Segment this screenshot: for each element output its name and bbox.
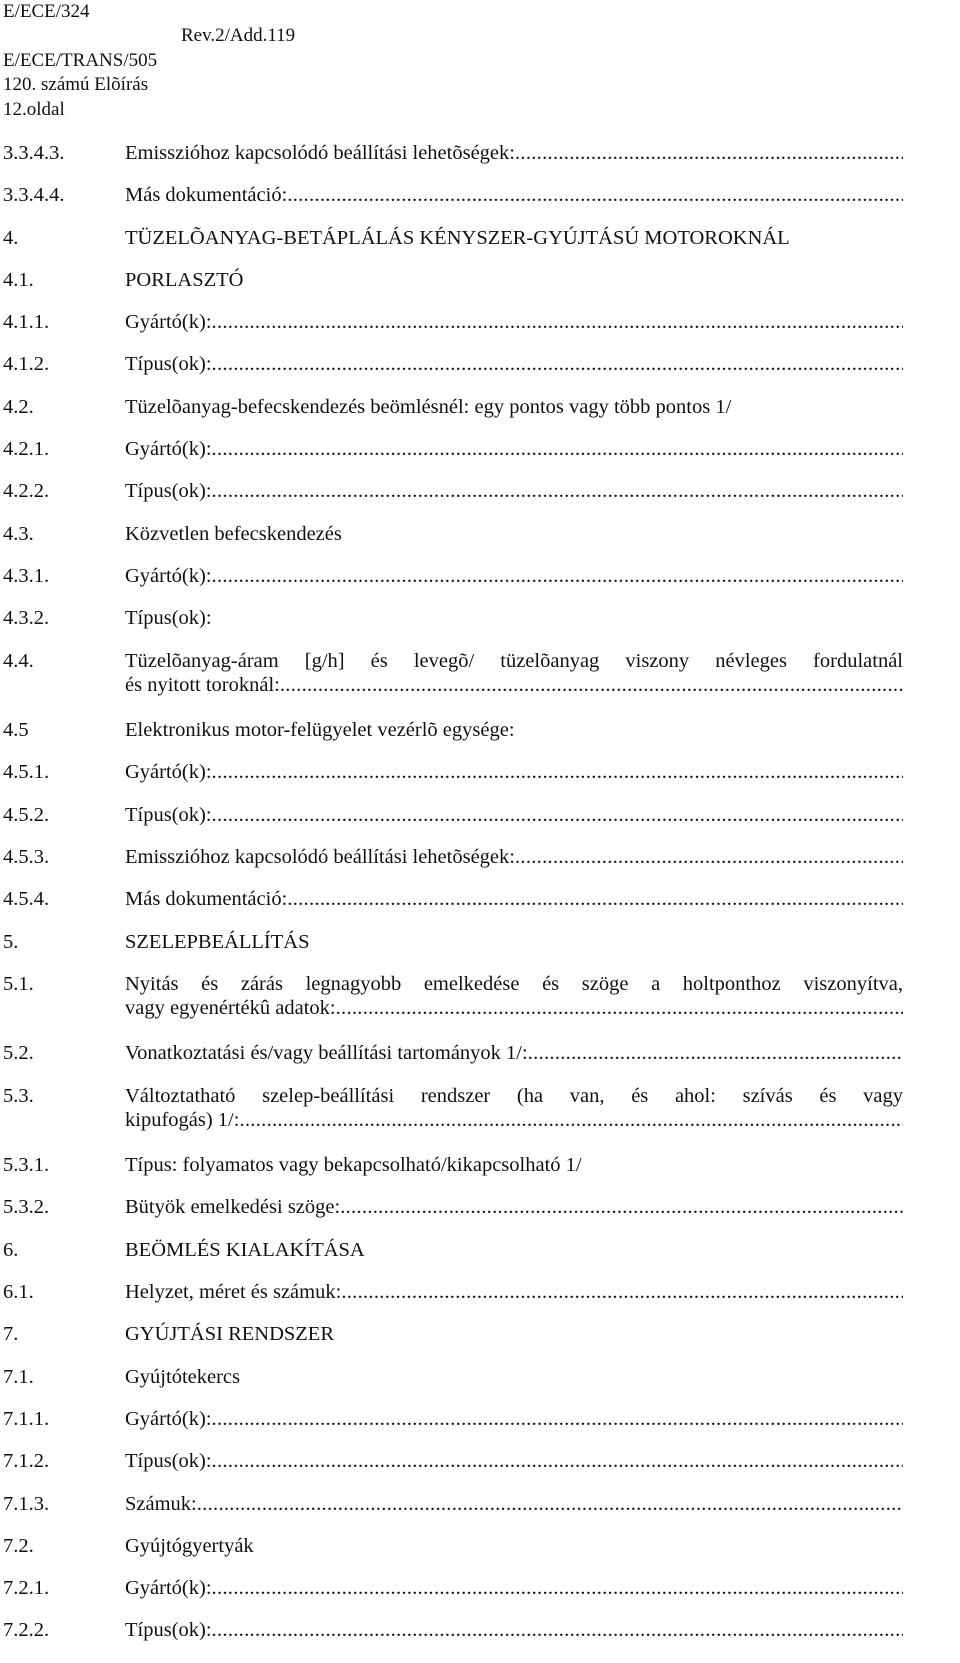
entry-body bbox=[125, 887, 903, 911]
form-entry bbox=[3, 718, 903, 742]
entry-label: vagy egyenértékû adatok: bbox=[125, 996, 336, 1019]
form-entry bbox=[3, 1407, 903, 1431]
form-entry bbox=[3, 522, 903, 546]
entry-body bbox=[125, 1534, 903, 1558]
dotted-fill-line bbox=[515, 141, 903, 165]
form-entry bbox=[3, 1084, 903, 1132]
entry-number: 7.2. bbox=[3, 1534, 34, 1557]
form-entry bbox=[3, 1449, 903, 1473]
dotted-fill-line bbox=[340, 1195, 903, 1219]
entry-number: 4.3.2. bbox=[3, 607, 50, 630]
entry-body bbox=[125, 1365, 903, 1389]
entry-text-line bbox=[125, 1618, 903, 1642]
entry-text-line bbox=[125, 1195, 903, 1219]
entry-number: 6. bbox=[3, 1238, 19, 1261]
dotted-fill-line bbox=[212, 1449, 903, 1473]
dotted-fill-line bbox=[212, 760, 903, 784]
form-entry bbox=[3, 760, 903, 784]
entry-number: 5.3.1. bbox=[3, 1154, 50, 1177]
entry-text-line bbox=[125, 673, 903, 697]
entry-label: Tüzelõanyag-befecskendezés beömlésnél: egy pontos vagy több pontos 1/ bbox=[125, 395, 732, 418]
form-entry bbox=[3, 972, 903, 1020]
entry-label: Közvetlen befecskendezés bbox=[125, 522, 342, 545]
entry-body bbox=[125, 845, 903, 869]
entry-body bbox=[125, 1238, 903, 1262]
entry-label: kipufogás) 1/: bbox=[125, 1108, 240, 1131]
header-document-symbol: E/ECE/324 bbox=[3, 1, 90, 22]
entry-number: 7.2.2. bbox=[3, 1619, 50, 1642]
entry-text-line bbox=[125, 437, 903, 461]
entry-text-line bbox=[125, 1280, 903, 1304]
entry-body bbox=[125, 564, 903, 588]
entry-text-line bbox=[125, 996, 903, 1020]
entry-label: Típus(ok): bbox=[125, 607, 212, 630]
dotted-fill-line bbox=[239, 1108, 903, 1132]
dotted-fill-line bbox=[212, 437, 903, 461]
dotted-fill-line bbox=[280, 673, 903, 697]
entry-text-line bbox=[125, 1407, 903, 1431]
form-entry bbox=[3, 1492, 903, 1516]
entry-label: SZELEPBEÁLLÍTÁS bbox=[125, 930, 310, 953]
entry-body bbox=[125, 718, 903, 742]
entry-text-line bbox=[125, 1153, 903, 1177]
dotted-fill-line bbox=[212, 1618, 903, 1642]
entry-label: Gyártó(k): bbox=[125, 311, 212, 334]
form-entry bbox=[3, 1618, 903, 1642]
entry-text-line bbox=[125, 1238, 903, 1262]
entry-label: Elektronikus motor-felügyelet vezérlõ egysége: bbox=[125, 719, 515, 742]
entry-number: 4. bbox=[3, 226, 19, 249]
entry-number: 7.2.1. bbox=[3, 1577, 50, 1600]
dotted-fill-line bbox=[197, 1492, 903, 1516]
entry-number: 7.1.3. bbox=[3, 1492, 50, 1515]
form-entry bbox=[3, 1153, 903, 1177]
entry-body bbox=[125, 1280, 903, 1304]
entry-body bbox=[125, 1195, 903, 1219]
entry-body bbox=[125, 972, 903, 1020]
entry-label: Gyártó(k): bbox=[125, 1577, 212, 1600]
entry-number: 7.1.1. bbox=[3, 1407, 50, 1430]
entry-label: és nyitott toroknál: bbox=[125, 673, 280, 696]
entry-text-line bbox=[125, 606, 903, 630]
entry-label: Típus(ok): bbox=[125, 353, 212, 376]
entry-body bbox=[125, 479, 903, 503]
form-entry bbox=[3, 1280, 903, 1304]
entry-label: Típus(ok): bbox=[125, 480, 212, 503]
header-revision: Rev.2/Add.119 bbox=[181, 25, 296, 47]
entry-text-line bbox=[125, 564, 903, 588]
entry-text-line bbox=[125, 887, 903, 911]
entry-number: 4.3. bbox=[3, 522, 34, 545]
dotted-fill-line bbox=[212, 479, 903, 503]
entry-body bbox=[125, 760, 903, 784]
entry-text-line bbox=[125, 141, 903, 165]
entry-number: 7.1.2. bbox=[3, 1450, 50, 1473]
form-entry-list bbox=[3, 141, 903, 1661]
entry-number: 3.3.4.3. bbox=[3, 142, 65, 164]
form-entry bbox=[3, 1238, 903, 1262]
form-entry bbox=[3, 183, 903, 207]
entry-number: 4.5 bbox=[3, 719, 29, 742]
form-entry bbox=[3, 395, 903, 419]
entry-body bbox=[125, 1576, 903, 1600]
entry-body bbox=[125, 183, 903, 207]
form-entry bbox=[3, 649, 903, 697]
entry-body bbox=[125, 649, 903, 697]
form-entry bbox=[3, 1576, 903, 1600]
dotted-fill-line bbox=[212, 1407, 903, 1431]
form-entry bbox=[3, 564, 903, 588]
entry-text-line bbox=[125, 226, 903, 250]
entry-body bbox=[125, 310, 903, 334]
entry-body bbox=[125, 1618, 903, 1642]
entry-body bbox=[125, 522, 903, 546]
form-entry bbox=[3, 930, 903, 954]
entry-number: 5.3.2. bbox=[3, 1196, 50, 1219]
entry-number: 7. bbox=[3, 1323, 19, 1346]
entry-body bbox=[125, 930, 903, 954]
entry-label: Más dokumentáció: bbox=[125, 888, 288, 911]
form-entry bbox=[3, 479, 903, 503]
header-page-number: 12.oldal bbox=[3, 98, 65, 120]
entry-label: Típus: folyamatos vagy bekapcsolható/kikapcsolható 1/ bbox=[125, 1154, 582, 1177]
entry-text-line bbox=[125, 1365, 903, 1389]
dotted-fill-line bbox=[341, 1280, 903, 1304]
entry-number: 3.3.4.4. bbox=[3, 184, 65, 207]
entry-text-line bbox=[125, 1492, 903, 1516]
form-entry bbox=[3, 226, 903, 250]
entry-number: 7.1. bbox=[3, 1365, 34, 1388]
entry-text-line bbox=[125, 395, 903, 419]
entry-label: TÜZELÕANYAG-BETÁPLÁLÁS KÉNYSZER-GYÚJTÁSÚ MOTOROKNÁL bbox=[125, 226, 790, 249]
entry-number: 4.5.3. bbox=[3, 845, 50, 868]
dotted-fill-line bbox=[212, 803, 903, 827]
dotted-fill-line bbox=[336, 996, 903, 1020]
entry-body bbox=[125, 1449, 903, 1473]
entry-number: 4.5.1. bbox=[3, 761, 50, 784]
entry-label: Gyújtógyertyák bbox=[125, 1534, 254, 1557]
entry-text-line bbox=[125, 1041, 903, 1065]
entry-label: GYÚJTÁSI RENDSZER bbox=[125, 1323, 334, 1346]
entry-body bbox=[125, 395, 903, 419]
form-entry bbox=[3, 1041, 903, 1065]
entry-number: 6.1. bbox=[3, 1281, 34, 1304]
entry-label: Számuk: bbox=[125, 1492, 197, 1515]
entry-body bbox=[125, 1492, 903, 1516]
entry-number: 4.1.2. bbox=[3, 353, 50, 376]
entry-label: Típus(ok): bbox=[125, 1619, 212, 1642]
header-regulation-number: 120. számú Elõírás bbox=[3, 74, 149, 96]
document-header bbox=[3, 0, 295, 122]
dotted-fill-line bbox=[528, 1041, 903, 1065]
entry-body bbox=[125, 606, 903, 630]
entry-number: 4.2. bbox=[3, 395, 34, 418]
entry-text-line bbox=[125, 930, 903, 954]
entry-label: Típus(ok): bbox=[125, 1450, 212, 1473]
entry-label: Gyújtótekercs bbox=[125, 1365, 240, 1388]
entry-text-first-line: Tüzelõanyag-áram [g/h] és levegõ/ tüzelõanyag viszony névleges fordulatnál bbox=[125, 649, 903, 672]
entry-text-line bbox=[125, 479, 903, 503]
dotted-fill-line bbox=[212, 564, 903, 588]
entry-number: 5. bbox=[3, 930, 19, 953]
dotted-fill-line bbox=[287, 183, 903, 207]
entry-number: 4.2.1. bbox=[3, 438, 50, 461]
entry-number: 4.4. bbox=[3, 649, 34, 672]
entry-body bbox=[125, 1322, 903, 1346]
entry-number: 4.2.2. bbox=[3, 480, 50, 503]
entry-text-line bbox=[125, 1449, 903, 1473]
entry-number: 5.1. bbox=[3, 972, 34, 995]
form-entry bbox=[3, 606, 903, 630]
entry-label: Más dokumentáció: bbox=[125, 184, 288, 207]
form-entry bbox=[3, 141, 903, 165]
entry-label: Típus(ok): bbox=[125, 803, 212, 826]
entry-text-line bbox=[125, 522, 903, 546]
form-entry bbox=[3, 352, 903, 376]
entry-label: Vonatkoztatási és/vagy beállítási tartományok 1/: bbox=[125, 1042, 528, 1065]
entry-text-line bbox=[125, 1534, 903, 1558]
entry-number: 4.1.1. bbox=[3, 311, 50, 334]
entry-text-line bbox=[125, 183, 903, 207]
entry-body bbox=[125, 1153, 903, 1177]
form-entry bbox=[3, 1322, 903, 1346]
form-entry bbox=[3, 1195, 903, 1219]
entry-label: Gyártó(k): bbox=[125, 438, 212, 461]
entry-label: Gyártó(k): bbox=[125, 1407, 212, 1430]
form-entry bbox=[3, 845, 903, 869]
form-entry bbox=[3, 803, 903, 827]
entry-body bbox=[125, 437, 903, 461]
entry-label: Helyzet, méret és számuk: bbox=[125, 1281, 342, 1304]
form-entry bbox=[3, 1534, 903, 1558]
form-entry bbox=[3, 1365, 903, 1389]
dotted-fill-line bbox=[212, 1576, 903, 1600]
entry-text-line bbox=[125, 1108, 903, 1132]
entry-label: Emisszióhoz kapcsolódó beállítási lehetõségek: bbox=[125, 142, 515, 164]
entry-body bbox=[125, 141, 903, 165]
entry-text-line bbox=[125, 845, 903, 869]
entry-label: Bütyök emelkedési szöge: bbox=[125, 1196, 341, 1219]
entry-label: Gyártó(k): bbox=[125, 761, 212, 784]
entry-label: Gyártó(k): bbox=[125, 564, 212, 587]
entry-label: Emisszióhoz kapcsolódó beállítási lehetõségek: bbox=[125, 845, 515, 868]
entry-body bbox=[125, 268, 903, 292]
entry-body bbox=[125, 226, 903, 250]
entry-text-first-line: Nyitás és zárás legnagyobb emelkedése és szöge a holtponthoz viszonyítva, bbox=[125, 972, 903, 995]
entry-text-line bbox=[125, 1576, 903, 1600]
entry-number: 4.3.1. bbox=[3, 564, 50, 587]
entry-label: BEÖMLÉS KIALAKÍTÁSA bbox=[125, 1238, 365, 1261]
entry-text-line bbox=[125, 803, 903, 827]
entry-body bbox=[125, 803, 903, 827]
dotted-fill-line bbox=[515, 845, 903, 869]
entry-number: 4.5.4. bbox=[3, 888, 50, 911]
entry-body bbox=[125, 1407, 903, 1431]
entry-text-line bbox=[125, 1322, 903, 1346]
entry-body bbox=[125, 1084, 903, 1132]
entry-number: 5.2. bbox=[3, 1042, 34, 1065]
entry-number: 4.1. bbox=[3, 268, 34, 291]
entry-text-line bbox=[125, 760, 903, 784]
entry-number: 5.3. bbox=[3, 1084, 34, 1107]
entry-text-line bbox=[125, 268, 903, 292]
entry-number: 4.5.2. bbox=[3, 803, 50, 826]
entry-text-line bbox=[125, 718, 903, 742]
form-entry bbox=[3, 310, 903, 334]
entry-body bbox=[125, 1041, 903, 1065]
dotted-fill-line bbox=[212, 352, 903, 376]
dotted-fill-line bbox=[287, 887, 903, 911]
form-entry bbox=[3, 887, 903, 911]
entry-text-first-line: Változtatható szelep-beállítási rendszer (ha van, és ahol: szívás és vagy bbox=[125, 1084, 903, 1107]
entry-body bbox=[125, 352, 903, 376]
entry-label: PORLASZTÓ bbox=[125, 268, 244, 291]
form-entry bbox=[3, 437, 903, 461]
entry-text-line bbox=[125, 352, 903, 376]
form-entry bbox=[3, 268, 903, 292]
dotted-fill-line bbox=[212, 310, 903, 334]
entry-text-line bbox=[125, 310, 903, 334]
header-trans-symbol: E/ECE/TRANS/505 bbox=[3, 49, 158, 71]
